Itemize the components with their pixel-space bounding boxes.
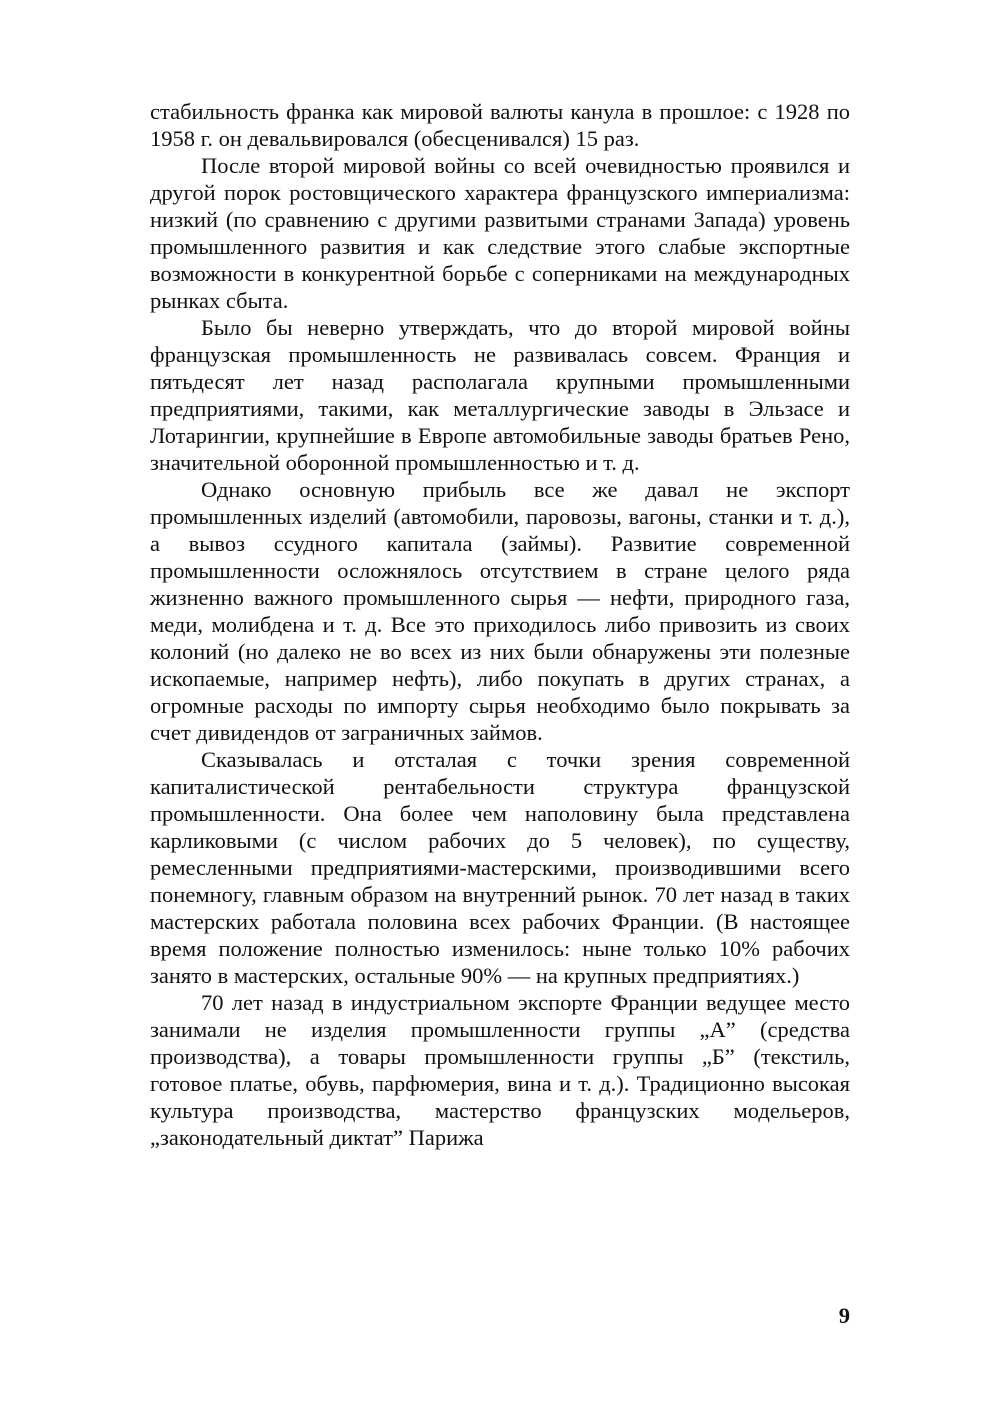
book-page: [150, 98, 850, 1151]
paragraph-1: стабильность франка как мировой валюты канула в прошлое: с 1928 по 1958 г. он девальвировался (обесценивался) 15 раз.: [150, 99, 850, 151]
page-number: 9: [838, 1303, 850, 1328]
paragraph-5: Сказывалась и отсталая с точки зрения современной капиталистической рентабельности структура французской промышленности. Она более чем наполовину была представлена карликовыми (с числом рабочих до 5 человек), по существу, ремесленными предприятиями-мастерскими, производившими всего понемногу, главным образом на внутренний рынок. 70 лет назад в таких мастерских работала половина всех рабочих Франции. (В настоящее время положение полностью изменилось: ныне только 10% рабочих занято в мастерских, остальные 90% — на крупных предприятиях.): [150, 747, 850, 988]
paragraph-3: Было бы неверно утверждать, что до второй мировой войны французская промышленность не развивалась совсем. Франция и пятьдесят лет назад располагала крупными промышленными предприятиями, такими, как металлургические заводы в Эльзасе и Лотарингии, крупнейшие в Европе автомобильные заводы братьев Рено, значительной оборонной промышленностью и т. д.: [150, 315, 850, 475]
paragraph-6: 70 лет назад в индустриальном экспорте Франции ведущее место занимали не изделия промышленности группы „А” (средства производства), а товары промышленности группы „Б” (текстиль, готовое платье, обувь, парфюмерия, вина и т. д.). Традиционно высокая культура производства, мастерство французских модельеров, „законодательный диктат” Парижа: [150, 990, 850, 1150]
paragraph-4: Однако основную прибыль все же давал не экспорт промышленных изделий (автомобили, паровозы, вагоны, станки и т. д.), а вывоз ссудного капитала (займы). Развитие современной промышленности осложнялось отсутствием в стране целого ряда жизненно важного промышленного сырья — нефти, природного газа, меди, молибдена и т. д. Все это приходилось либо привозить из своих колоний (но далеко не во всех из них были обнаружены эти полезные ископаемые, например нефть), либо покупать в других странах, а огромные расходы по импорту сырья необходимо было покрывать за счет дивидендов от заграничных займов.: [150, 477, 850, 745]
paragraph-2: После второй мировой войны со всей очевидностью проявился и другой порок ростовщического характера французского империализма: низкий (по сравнению с другими развитыми странами Запада) уровень промышленного развития и как следствие этого слабые экспортные возможности в конкурентной борьбе с соперниками на международных рынках сбыта.: [150, 153, 850, 313]
